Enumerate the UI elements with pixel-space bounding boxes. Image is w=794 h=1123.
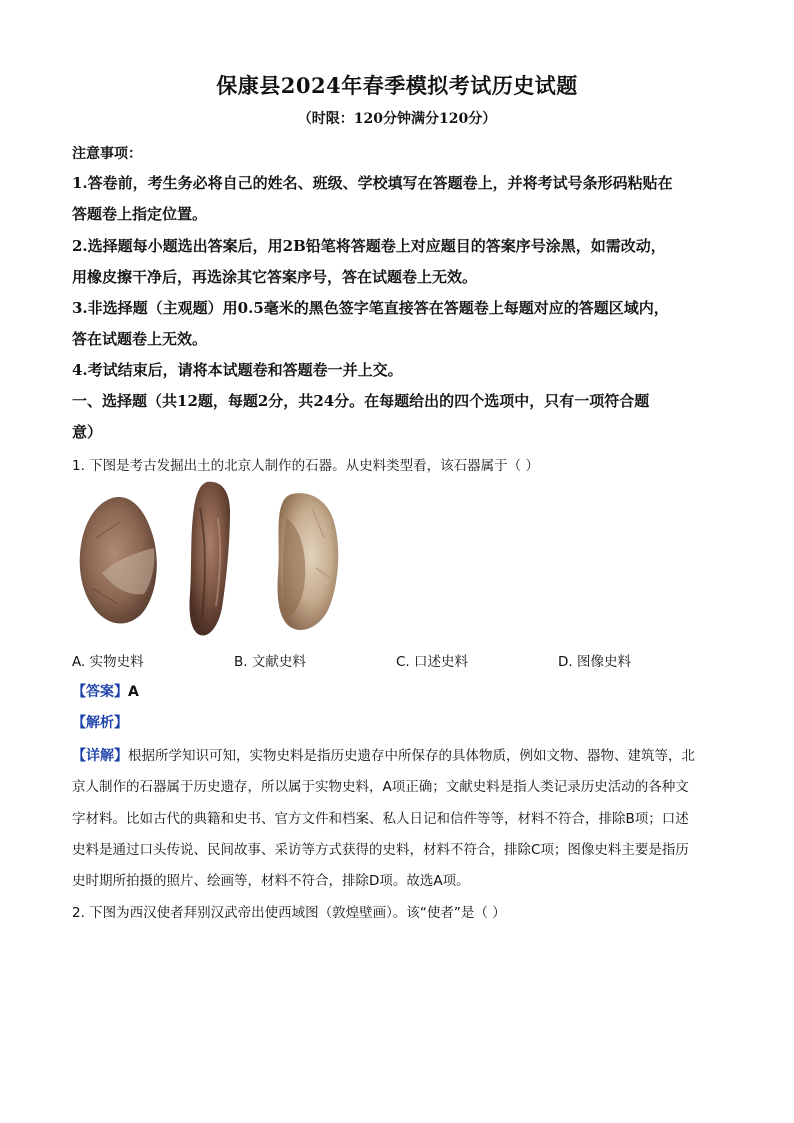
notice-line-3: 2.选择题每小题选出答案后，用2B铅笔将答题卷上对应题目的答案序号涂黑，如需改动， [72, 237, 666, 255]
detail-line-2: 京人制作的石器属于历史遗存，所以属于实物史料，A项正确；文献史料是指人类记录历史活动的各种文 [72, 779, 689, 795]
notice-line-7: 4.考试结束后，请将本试题卷和答题卷一并上交。 [72, 361, 403, 379]
section-heading-line-2: 意） [72, 423, 103, 441]
question-2-stem: 2. 下图为西汉使者拜别汉武帝出使西域图（敦煌壁画）。该“使者”是（ ） [72, 905, 506, 921]
analysis-tag: 【解析】 [72, 715, 128, 731]
option-d: D. 图像史料 [558, 654, 631, 670]
detail-line-3: 字材料。比如古代的典籍和史书、官方文件和档案、私人日记和信件等等，材料不符合，排除B项；口述 [72, 811, 689, 827]
notice-line-1: 1.答卷前，考生务必将自己的姓名、班级、学校填写在答题卷上，并将考试号条形码粘贴在 [72, 174, 673, 192]
detail-line-5: 史时期所拍摄的照片、绘画等，材料不符合，排除D项。故选A项。 [72, 873, 470, 889]
detail-tag: 【详解】 [72, 748, 128, 764]
answer-line [72, 681, 139, 701]
notice-line-6: 答在试题卷上无效。 [72, 330, 208, 348]
section-heading-line-1: 一、选择题（共12题，每题2分，共24分。在每题给出的四个选项中，只有一项符合题 [72, 392, 650, 410]
notice-heading: 注意事项： [72, 146, 142, 162]
stone-tools-image [72, 478, 362, 643]
detail-line-4: 史料是通过口头传说、民间故事、采访等方式获得的史料，材料不符合，排除C项；图像史料主要是指历 [72, 842, 689, 858]
page-title: 保康县2024年春季模拟考试历史试题 [216, 73, 578, 98]
answer-value: A [128, 684, 139, 700]
notice-line-4: 用橡皮擦干净后，再选涂其它答案序号，答在试题卷上无效。 [72, 268, 478, 286]
stone-tool-2 [189, 482, 230, 636]
option-a: A. 实物史料 [72, 654, 144, 670]
stone-tool-1 [80, 497, 157, 623]
detail-line-1: 【详解】根据所学知识可知，实物史料是指历史遗存中所保存的具体物质，例如文物、器物、建筑等，北 [72, 748, 695, 764]
option-b: B. 文献史料 [234, 654, 306, 670]
stone-tool-3 [278, 493, 339, 630]
option-c: C. 口述史料 [396, 654, 469, 670]
question-1-stem: 1. 下图是考古发掘出土的北京人制作的石器。从史料类型看，该石器属于（ ） [72, 458, 539, 474]
answer-tag: 【答案】 [72, 684, 128, 700]
notice-line-2: 答题卷上指定位置。 [72, 205, 208, 223]
notice-line-5: 3.非选择题（主观题）用0.5毫米的黑色签字笔直接答在答题卷上每题对应的答题区域内， [72, 299, 669, 317]
exam-duration-subtitle: （时限：120分钟满分120分） [297, 111, 497, 127]
